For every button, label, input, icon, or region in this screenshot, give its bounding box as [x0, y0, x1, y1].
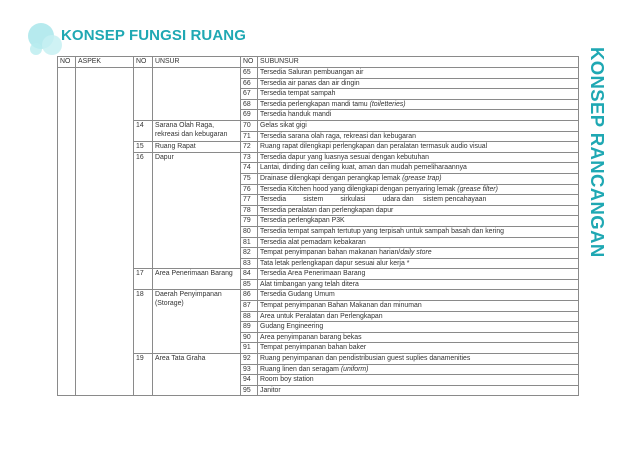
subunsur-no-cell: 65: [241, 68, 258, 79]
subunsur-text-cell: [258, 163, 579, 174]
table-row: [58, 68, 579, 79]
unsur-name-line: Sarana Olah Raga,: [155, 121, 214, 129]
subunsur-no-cell: 76: [241, 184, 258, 195]
unsur-name-line: rekreasi dan kebugaran: [155, 130, 228, 138]
subunsur-text: Tersedia peralatan dan perlengkapan dapur: [260, 206, 394, 214]
subunsur-text: Alat timbangan yang telah ditera: [260, 280, 359, 288]
subunsur-text-cell: [258, 354, 579, 365]
subunsur-text-cell: [258, 205, 579, 216]
page-title: KONSEP FUNGSI RUANG: [61, 27, 246, 44]
subunsur-text-cell: [258, 226, 579, 237]
unsur-no-cell: 19: [134, 354, 153, 396]
subunsur-text-cell: [258, 68, 579, 79]
table-row: [58, 269, 579, 280]
subunsur-text: Tersedia Kitchen hood yang dilengkapi dengan penyaring lemak: [260, 185, 458, 193]
header-no: NO: [58, 57, 76, 68]
subunsur-no-cell: 92: [241, 354, 258, 365]
subunsur-text: Gudang Engineering: [260, 323, 324, 331]
subunsur-italic-text: daily store: [400, 249, 432, 257]
subunsur-text-cell: [258, 184, 579, 195]
subunsur-italic-text: (toiletteries): [369, 100, 406, 108]
header-no-subunsur: NO: [241, 57, 258, 68]
subunsur-text: Tersedia handuk mandi: [260, 111, 332, 119]
subunsur-text: Janitor: [260, 386, 281, 394]
subunsur-no-cell: 93: [241, 364, 258, 375]
unsur-name-cell: [153, 354, 241, 396]
table-row: [58, 290, 579, 301]
subunsur-no-cell: 66: [241, 78, 258, 89]
subunsur-text: Ruang rapat dilengkapi perlengkapan dan peralatan termasuk audio visual: [260, 143, 488, 151]
subunsur-no-cell: 70: [241, 120, 258, 131]
subunsur-text-cell: [258, 216, 579, 227]
subunsur-text-cell: [258, 248, 579, 259]
subunsur-text: Tempat penyimpanan bahan makanan harian/: [260, 249, 401, 257]
unsur-name-line: Ruang Rapat: [155, 143, 196, 151]
subunsur-no-cell: 78: [241, 205, 258, 216]
table-row: [58, 120, 579, 131]
subunsur-text: Drainase dilengkapi dengan perangkap lemak: [260, 174, 403, 182]
unsur-name-cell: [153, 120, 241, 141]
subunsur-no-cell: 87: [241, 301, 258, 312]
subunsur-text: Ruang penyimpanan dan pendistribusian guest suplies danamenities: [260, 355, 471, 363]
subunsur-text-cell: [258, 142, 579, 153]
header-no-unsur: NO: [134, 57, 153, 68]
subunsur-text-cell: [258, 131, 579, 142]
subunsur-no-cell: 88: [241, 311, 258, 322]
header-subunsur: SUBUNSUR: [258, 57, 579, 68]
subunsur-no-cell: 73: [241, 152, 258, 163]
unsur-name-cell: [153, 290, 241, 354]
unsur-no-cell: 18: [134, 290, 153, 354]
table-row: [58, 354, 579, 365]
unsur-no-cell: 17: [134, 269, 153, 290]
subunsur-text: Area penyimpanan barang bekas: [260, 333, 362, 341]
unsur-no-cell: [134, 68, 153, 121]
unsur-no-cell: 15: [134, 142, 153, 153]
subunsur-no-cell: 91: [241, 343, 258, 354]
subunsur-no-cell: 94: [241, 375, 258, 386]
subunsur-text: Lantai, dinding dan ceiling kuat, aman dan mudah pemeliharaannya: [260, 164, 467, 172]
subunsur-text: Tempat penyimpanan bahan baker: [260, 344, 367, 352]
subunsur-text-cell: [258, 173, 579, 184]
subunsur-text: Tersedia Saluran pembuangan air: [260, 69, 364, 76]
subunsur-text-cell: [258, 385, 579, 396]
subunsur-no-cell: 82: [241, 248, 258, 259]
unsur-name-cell: [153, 68, 241, 121]
subunsur-text: Tersedia sistem sirkulasi udara dan sistem pencahayaan: [260, 196, 487, 204]
table-body: [58, 68, 579, 396]
subunsur-text-cell: [258, 110, 579, 121]
subunsur-no-cell: 74: [241, 163, 258, 174]
subunsur-no-cell: 71: [241, 131, 258, 142]
subunsur-text-cell: [258, 301, 579, 312]
subunsur-text-cell: [258, 269, 579, 280]
table-row: [58, 142, 579, 153]
unsur-name-cell: [153, 142, 241, 153]
subunsur-text-cell: [258, 89, 579, 100]
subunsur-text-cell: [258, 343, 579, 354]
subunsur-no-cell: 86: [241, 290, 258, 301]
unsur-no-cell: 14: [134, 120, 153, 141]
unsur-name-line: Area Tata Graha: [155, 355, 206, 363]
subunsur-text: Tersedia perlengkapan mandi tamu: [260, 100, 370, 108]
subunsur-no-cell: 77: [241, 195, 258, 206]
subunsur-no-cell: 80: [241, 226, 258, 237]
subunsur-no-cell: 89: [241, 322, 258, 333]
subunsur-no-cell: 83: [241, 258, 258, 269]
subunsur-no-cell: 68: [241, 99, 258, 110]
subunsur-text-cell: [258, 152, 579, 163]
subunsur-text: Tersedia alat pemadam kebakaran: [260, 238, 366, 246]
subunsur-text-cell: [258, 279, 579, 290]
subunsur-no-cell: 69: [241, 110, 258, 121]
subunsur-italic-text: (uniform): [340, 365, 369, 373]
subunsur-italic-text: (grease trap): [402, 174, 442, 182]
subunsur-text: Tersedia perlengkapan P3K: [260, 217, 345, 225]
subunsur-text: Tempat penyimpanan Bahan Makanan dan minuman: [260, 302, 422, 310]
subunsur-text: Area untuk Peralatan dan Perlengkapan: [260, 312, 383, 320]
subunsur-text: Room boy station: [260, 376, 314, 384]
subunsur-text: Tata letak perlengkapan dapur sesuai alur kerja *: [260, 259, 410, 267]
subunsur-text: Ruang linen dan seragam: [260, 365, 341, 373]
subunsur-text: Tersedia Area Penerimaan Barang: [260, 270, 366, 278]
subunsur-text-cell: [258, 237, 579, 248]
table-row: [58, 152, 579, 163]
subunsur-text-cell: [258, 99, 579, 110]
subunsur-no-cell: 84: [241, 269, 258, 280]
subunsur-no-cell: 95: [241, 385, 258, 396]
subunsur-no-cell: 67: [241, 89, 258, 100]
header-aspek: ASPEK: [76, 57, 134, 68]
no-cell: [58, 68, 76, 396]
unsur-no-cell: 16: [134, 152, 153, 269]
unsur-name-line: (Storage): [155, 300, 184, 308]
subunsur-text: Tersedia Gudang Umum: [260, 291, 335, 299]
subunsur-text-cell: [258, 258, 579, 269]
unsur-name-line: Dapur: [155, 153, 174, 161]
aspek-cell: [76, 68, 134, 396]
subunsur-no-cell: 81: [241, 237, 258, 248]
subunsur-text: Tersedia tempat sampah tertutup yang terpisah untuk sampah basah dan kering: [260, 227, 505, 235]
subunsur-no-cell: 90: [241, 332, 258, 343]
unsur-name-line: Daerah Penyimpanan: [155, 291, 222, 299]
subunsur-no-cell: 75: [241, 173, 258, 184]
subunsur-text-cell: [258, 322, 579, 333]
subunsur-text: Gelas sikat gigi: [260, 121, 307, 129]
subunsur-italic-text: (grease filter): [457, 185, 498, 193]
unsur-name-line: Area Penerimaan Barang: [155, 270, 233, 278]
unsur-name-cell: [153, 152, 241, 269]
subunsur-text-cell: [258, 332, 579, 343]
subunsur-text-cell: [258, 311, 579, 322]
subunsur-text-cell: [258, 290, 579, 301]
subunsur-text-cell: [258, 195, 579, 206]
subunsur-no-cell: 79: [241, 216, 258, 227]
subunsur-no-cell: 85: [241, 279, 258, 290]
subunsur-no-cell: 72: [241, 142, 258, 153]
subunsur-text-cell: [258, 120, 579, 131]
subunsur-text: Tersedia tempat sampah: [260, 90, 336, 98]
subunsur-table: [57, 56, 579, 396]
subunsur-text-cell: [258, 364, 579, 375]
subunsur-text-cell: [258, 78, 579, 89]
side-title-text: KONSEP RANCANGAN: [587, 47, 608, 258]
subunsur-text: Tersedia sarana olah raga, rekreasi dan kebugaran: [260, 132, 416, 140]
subunsur-text: Tersedia air panas dan air dingin: [260, 79, 360, 87]
table-header-row: [58, 57, 579, 68]
subunsur-text-cell: [258, 375, 579, 386]
subunsur-text: Tersedia dapur yang luasnya sesuai dengan kebutuhan: [260, 153, 429, 161]
unsur-name-cell: [153, 269, 241, 290]
header-unsur: UNSUR: [153, 57, 241, 68]
side-title: [586, 40, 608, 265]
